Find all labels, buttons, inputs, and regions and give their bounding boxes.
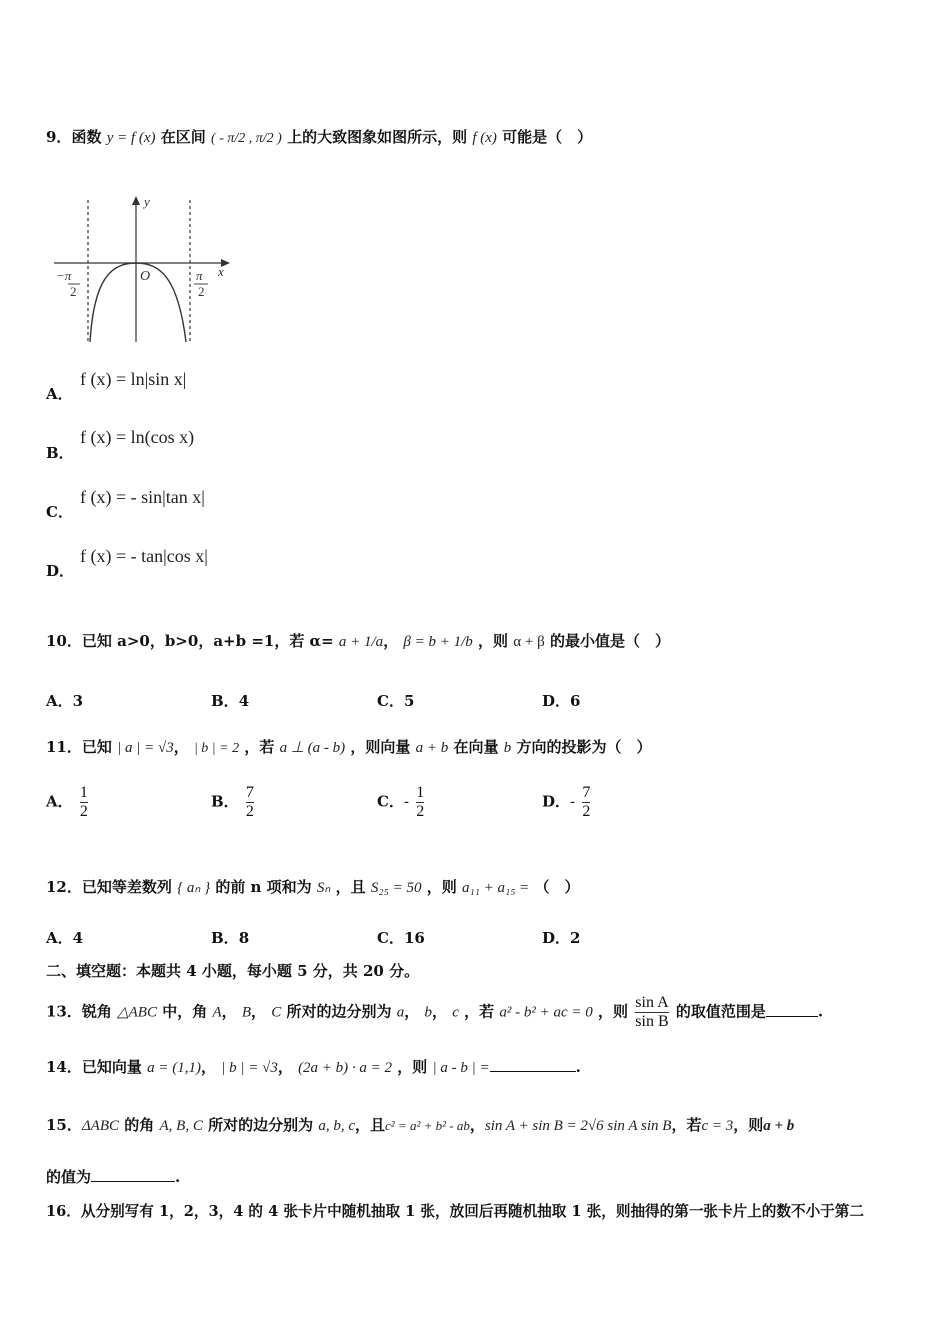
q13-end: .	[817, 1002, 824, 1021]
q12-sn: Sₙ	[316, 880, 331, 896]
q9-graph	[50, 192, 240, 344]
svg-text:2: 2	[198, 284, 205, 299]
q12-sequence: { aₙ }	[177, 880, 211, 896]
q15-stem: 15．ΔABC 的角 A, B, C 所对的边分别为 a, b, c，且c² = a² + b² - ab，sin A + sin B = 2√6 sin A sin B，若c = 3，则a + b	[46, 1116, 795, 1134]
q13-text: ，则	[598, 1002, 629, 1021]
q14-difference: | a - b | =	[432, 1060, 490, 1076]
q13-side-c: c	[452, 1004, 459, 1021]
q12-s25: S₂₅ = 50	[370, 880, 422, 896]
q11-b-norm: | b | = 2	[193, 741, 240, 756]
q12-text: ，则	[426, 878, 457, 896]
q12-text: 的前 n 项和为	[215, 878, 312, 896]
q12-option-a[interactable]: A．4	[46, 929, 84, 947]
q10-beta: β = b + 1/b	[403, 634, 473, 650]
q11-text: ，若	[244, 738, 275, 756]
q14-end: .	[575, 1058, 581, 1076]
q13-stem: 13．锐角 △ABC 中，角 A， B， C 所对的边分别为 a， b， c ，若 a² - b² + ac = 0 ，则 $\frac{\text{sin A}}{\text{sin B}}$ 的取值范围是 .	[46, 994, 824, 1030]
q9-option-b[interactable]: f (x) = ln(cos x)	[80, 427, 195, 447]
q9-number: 9．	[46, 128, 72, 146]
q9-option-a[interactable]: f (x) = ln|sin x|	[80, 369, 187, 389]
q12-option-d[interactable]: D．2	[542, 929, 581, 947]
q9-option-a-label[interactable]: A．	[46, 385, 73, 403]
q15-answer-blank[interactable]	[91, 1181, 175, 1182]
q14-answer-blank[interactable]	[490, 1071, 576, 1072]
q15-text: 的值为	[46, 1168, 92, 1186]
graph-y-arrow	[132, 196, 140, 205]
q14-vector-a: a = (1,1)	[147, 1060, 201, 1076]
q13-angle-b: B	[241, 1004, 252, 1021]
q10-text: ，则	[478, 632, 509, 650]
q13-condition: a² - b² + ac = 0	[499, 1004, 593, 1021]
q10-sum: α + β	[513, 634, 545, 650]
q10-option-d[interactable]: D．6	[542, 692, 581, 710]
q13-text: 中，角	[162, 1002, 208, 1021]
q11-stem: 11．已知 | a | = √3， | b | = 2 ，若 a ⊥ (a - b) ，则向量 a + b 在向量 b 方向的投影为（ ）	[46, 738, 652, 756]
q13-text: ，若	[464, 1002, 495, 1021]
q13-angle-c: C	[271, 1004, 282, 1021]
q11-option-c[interactable]: C．- $\frac{1}{2}$	[377, 784, 425, 820]
q10-option-a[interactable]: A．3	[46, 692, 84, 710]
q13-angle-a: A	[212, 1004, 222, 1021]
q13-text: 13．锐角	[46, 1002, 112, 1021]
q9-function: y = f (x)	[106, 130, 156, 146]
q12-option-b[interactable]: B．8	[211, 929, 250, 947]
q15-c-value: c = 3	[701, 1118, 734, 1134]
q11-text: 在向量	[453, 738, 499, 756]
q15-text: 的角	[124, 1116, 155, 1134]
q11-b-vector: b	[503, 740, 512, 756]
q15-end: .	[175, 1168, 181, 1186]
q12-text: 12．已知等差数列	[46, 878, 172, 896]
q12-text: ，且	[335, 878, 366, 896]
svg-text:2: 2	[70, 284, 77, 299]
q9-stem	[46, 126, 592, 147]
section-heading: 二、填空题：本题共 4 小题，每小题 5 分，共 20 分。	[46, 962, 420, 980]
q10-text: 10．已知 a>0，b>0，a+b =1，若 α=	[46, 632, 334, 650]
q13-text: 所对的边分别为	[286, 1002, 392, 1021]
q9-option-d-label[interactable]: D．	[46, 562, 75, 580]
q10-option-c[interactable]: C．5	[377, 692, 415, 710]
q16-stem: 16．从分别写有 1，2，3，4 的 4 张卡片中随机抽取 1 张，放回后再随机抽取 1 张，则抽得的第一张卡片上的数不小于第二	[46, 1203, 864, 1220]
q13-side-a: a	[396, 1004, 405, 1021]
q11-sum-vector: a + b	[415, 740, 449, 756]
q14-stem: 14．已知向量 a = (1,1)， | b | = √3， (2a + b) · a = 2 ，则 | a - b | = .	[46, 1058, 581, 1076]
q13-triangle: △ABC	[117, 1004, 157, 1021]
q15-triangle: ΔABC	[81, 1118, 120, 1134]
q9-interval: ( - π/2 , π/2 )	[211, 131, 282, 146]
q9-text: 上的大致图象如图所示，则	[287, 128, 468, 146]
q12-option-c[interactable]: C．16	[377, 929, 425, 947]
q11-text: 方向的投影为（ ）	[516, 738, 652, 756]
q15-text: ，则	[733, 1116, 764, 1134]
q10-text: 的最小值是（ ）	[549, 632, 670, 650]
q10-option-b[interactable]: B．4	[211, 692, 250, 710]
q9-text: 可能是（ ）	[502, 128, 593, 146]
q9-text: 函数	[71, 128, 102, 146]
q15-target: a + b	[763, 1118, 795, 1134]
graph-curve	[90, 263, 186, 342]
q15-condition-2: sin A + sin B = 2√6 sin A sin B	[484, 1118, 672, 1134]
q13-side-b: b	[424, 1004, 433, 1021]
graph-x-label: x	[218, 264, 224, 279]
q15-text: ，若	[671, 1116, 702, 1134]
q15-angles: A, B, C	[159, 1118, 203, 1134]
q15-text: 所对的边分别为	[208, 1116, 314, 1134]
q9-option-d[interactable]: f (x) = - tan|cos x|	[80, 546, 208, 566]
q15-text: ，且	[355, 1116, 386, 1134]
q9-text: 在区间	[160, 128, 206, 146]
q15-sides: a, b, c	[318, 1118, 355, 1134]
q12-sum: a₁₁ + a₁₅ =	[461, 880, 530, 896]
q15-condition-1: c² = a² + b² - ab	[385, 1118, 470, 1133]
q11-perp: a ⊥ (a - b)	[279, 740, 346, 756]
q9-option-c-label[interactable]: C．	[46, 503, 73, 521]
q11-option-d[interactable]: D．- $\frac{7}{2}$	[542, 784, 591, 820]
q12-text: （ ）	[534, 878, 580, 896]
q14-text: 14．已知向量	[46, 1058, 142, 1076]
graph-right-tick: π	[196, 268, 203, 283]
q11-text: 11．已知	[46, 738, 112, 756]
q11-a-norm: | a | = √3	[117, 740, 174, 756]
q12-stem	[46, 876, 580, 897]
q13-text: 的取值范围是	[675, 1002, 766, 1021]
q9-function-ref: f (x)	[472, 130, 497, 146]
q13-fraction: $\frac{\text{sin A}}{\text{sin B}}$	[635, 994, 669, 1030]
graph-y-label: y	[144, 194, 150, 209]
q14-b-norm: | b | = √3	[221, 1060, 278, 1076]
graph-left-tick: −π	[56, 268, 72, 283]
q10-alpha: a + 1/a	[338, 634, 384, 650]
q15-text: 15．	[46, 1116, 82, 1134]
graph-origin: O	[140, 269, 151, 284]
q11-text: ，则向量	[350, 738, 411, 756]
q9-option-b-label[interactable]: B．	[46, 444, 74, 462]
q11-option-a[interactable]: A． $\frac{1}{2}$	[46, 784, 88, 820]
q11-option-b[interactable]: B． $\frac{7}{2}$	[211, 784, 254, 820]
q9-option-c[interactable]: f (x) = - sin|tan x|	[80, 487, 205, 507]
q14-dot-condition: (2a + b) · a = 2	[298, 1060, 393, 1076]
q14-text: ，则	[397, 1058, 428, 1076]
q13-answer-blank[interactable]	[766, 1016, 818, 1017]
q15-stem-continued	[46, 1166, 180, 1187]
q10-stem: 10．已知 a>0，b>0，a+b =1，若 α= a + 1/a， β = b + 1/b ，则 α + β 的最小值是（ ）	[46, 632, 670, 650]
